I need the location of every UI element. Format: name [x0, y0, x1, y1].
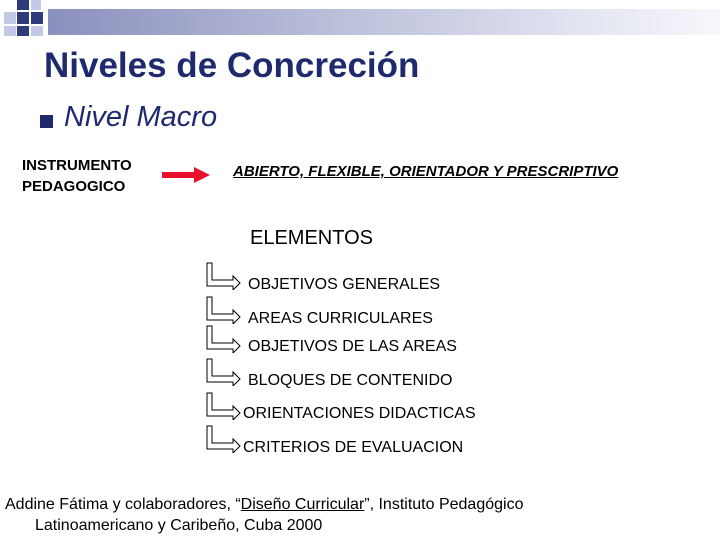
citation: [5, 494, 523, 536]
instrument-line-1: INSTRUMENTO: [22, 157, 132, 174]
instrument-label: [22, 155, 132, 197]
corner-arrow-icon: [205, 392, 243, 420]
corner-arrow-icon: [205, 358, 243, 386]
corner-arrow-icon: [205, 296, 243, 324]
square-bullet-icon: [40, 115, 53, 128]
slide-title: Niveles de Concreción: [44, 46, 420, 85]
corner-arrow-icon: [205, 262, 243, 290]
corner-arrow-icon: [205, 325, 243, 353]
corner-arrow-icon: [205, 425, 243, 453]
instrument-line-2: PEDAGOGICO: [22, 178, 126, 195]
element-item: ORIENTACIONES DIDACTICAS: [243, 405, 476, 422]
element-item: CRITERIOS DE EVALUACION: [243, 439, 464, 456]
element-item: OBJETIVOS GENERALES: [248, 276, 441, 293]
element-item: BLOQUES DE CONTENIDO: [248, 372, 453, 389]
right-arrow-icon: [160, 165, 212, 185]
citation-work-title: Diseño Curricular: [240, 496, 365, 513]
citation-line-2: Latinoamericano y Caribeño, Cuba 2000: [35, 517, 323, 534]
header-gradient-bar: [48, 9, 720, 35]
element-item: AREAS CURRICULARES: [248, 310, 433, 327]
element-item: OBJETIVOS DE LAS AREAS: [248, 338, 457, 355]
citation-suffix: ”, Instituto Pedagógico: [364, 496, 524, 513]
citation-prefix: Addine Fátima y colaboradores, “: [5, 496, 241, 513]
bullet-heading: Nivel Macro: [64, 101, 218, 133]
elements-heading: ELEMENTOS: [250, 227, 373, 249]
instrument-description: ABIERTO, FLEXIBLE, ORIENTADOR Y PRESCRIPTIVO: [233, 163, 619, 180]
